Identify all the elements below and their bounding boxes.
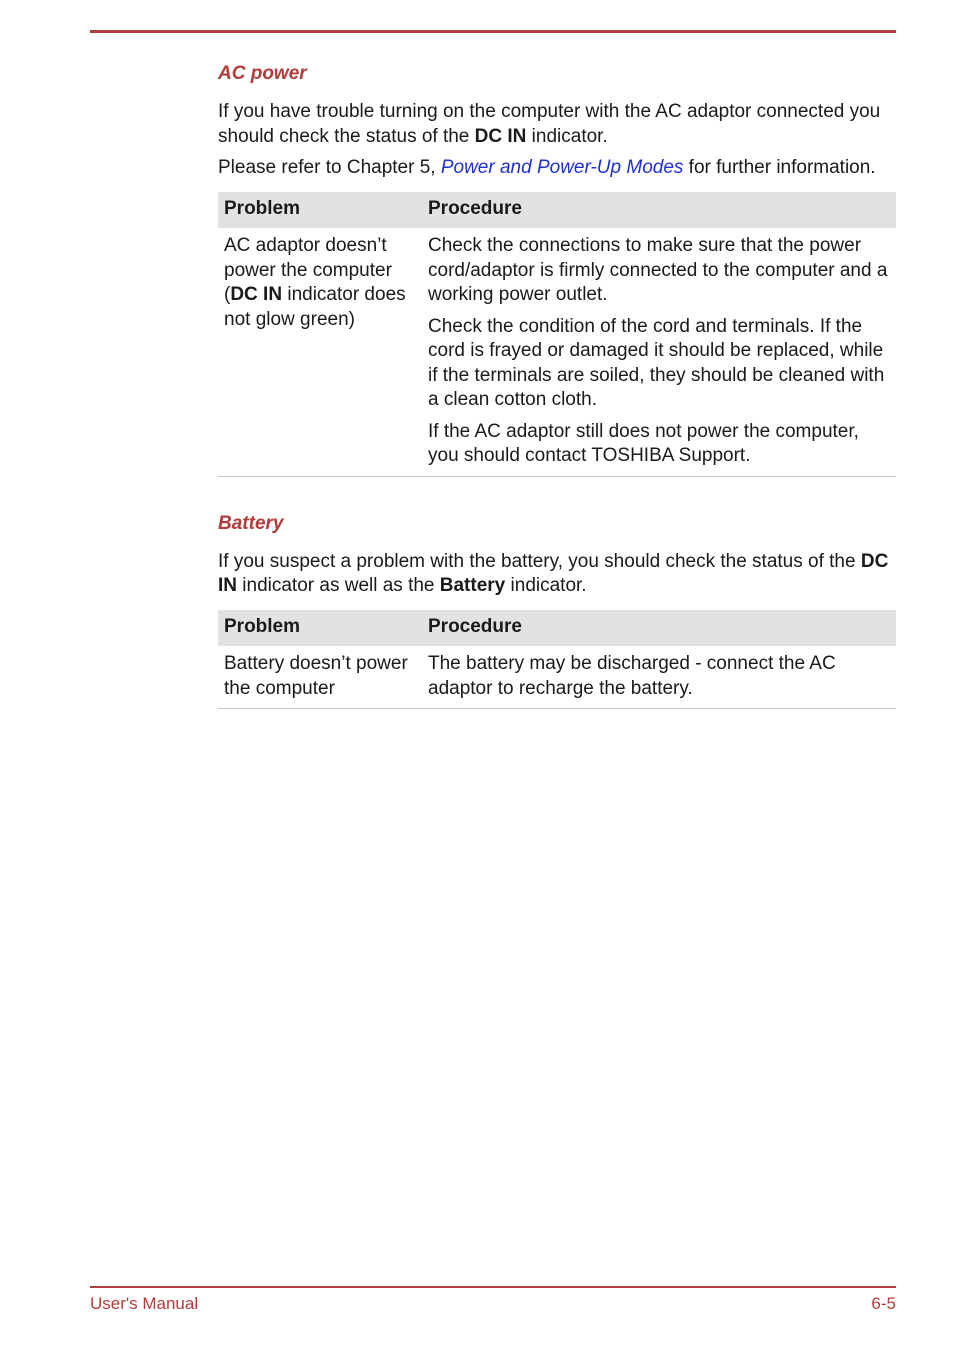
chapter-link-power-modes[interactable]: Power and Power-Up Modes bbox=[440, 157, 684, 178]
section-ac-power bbox=[218, 62, 896, 477]
procedure-cell bbox=[422, 228, 896, 476]
section-heading-battery: Battery bbox=[218, 512, 284, 534]
column-header-problem: Problem bbox=[218, 610, 422, 647]
section-battery bbox=[218, 512, 896, 710]
footer-manual-title: User's Manual bbox=[90, 1294, 199, 1313]
page-content bbox=[218, 62, 896, 709]
table-row bbox=[218, 228, 896, 476]
table-row bbox=[218, 646, 896, 709]
ac-power-reference-paragraph: Please refer to Chapter 5, Power and Power-Up Modes for further information. bbox=[218, 157, 876, 178]
procedure-step: If the AC adaptor still does not power the computer, you should contact TOSHIBA Support. bbox=[428, 420, 859, 466]
problem-cell: AC adaptor doesn’t power the computer (DC IN indicator does not glow green) bbox=[218, 228, 422, 476]
column-header-problem: Problem bbox=[218, 192, 422, 229]
procedure-cell: The battery may be discharged - connect the AC adaptor to recharge the battery. bbox=[422, 646, 896, 709]
problem-cell: Battery doesn’t power the computer bbox=[218, 646, 422, 709]
footer-rule bbox=[90, 1286, 896, 1288]
dc-in-label: DC IN bbox=[474, 125, 527, 147]
ac-power-table bbox=[218, 192, 896, 477]
section-heading-ac-power: AC power bbox=[218, 63, 307, 84]
battery-intro-paragraph: If you suspect a problem with the battery, you should check the status of the DC IN indicator as well as the Battery indicator. bbox=[218, 550, 889, 596]
procedure-step: Check the connections to make sure that the power cord/adaptor is firmly connected to the computer and a working power outlet. bbox=[428, 235, 888, 305]
column-header-procedure: Procedure bbox=[422, 192, 896, 229]
ac-power-intro-paragraph: If you have trouble turning on the computer with the AC adaptor connected you should check the status of the DC IN indicator. bbox=[218, 101, 881, 147]
battery-label: Battery bbox=[439, 575, 506, 596]
battery-table bbox=[218, 610, 896, 710]
table-header-row bbox=[218, 610, 896, 647]
procedure-step: Check the condition of the cord and terminals. If the cord is frayed or damaged it should be replaced, while if the terminals are soiled, they should be cleaned with a clean cotton cloth. bbox=[428, 315, 885, 410]
footer-page-number: 6-5 bbox=[871, 1294, 896, 1313]
dc-in-label: DC IN bbox=[218, 550, 889, 596]
table-header-row bbox=[218, 192, 896, 229]
column-header-procedure: Procedure bbox=[422, 610, 896, 647]
header-rule bbox=[90, 30, 896, 33]
